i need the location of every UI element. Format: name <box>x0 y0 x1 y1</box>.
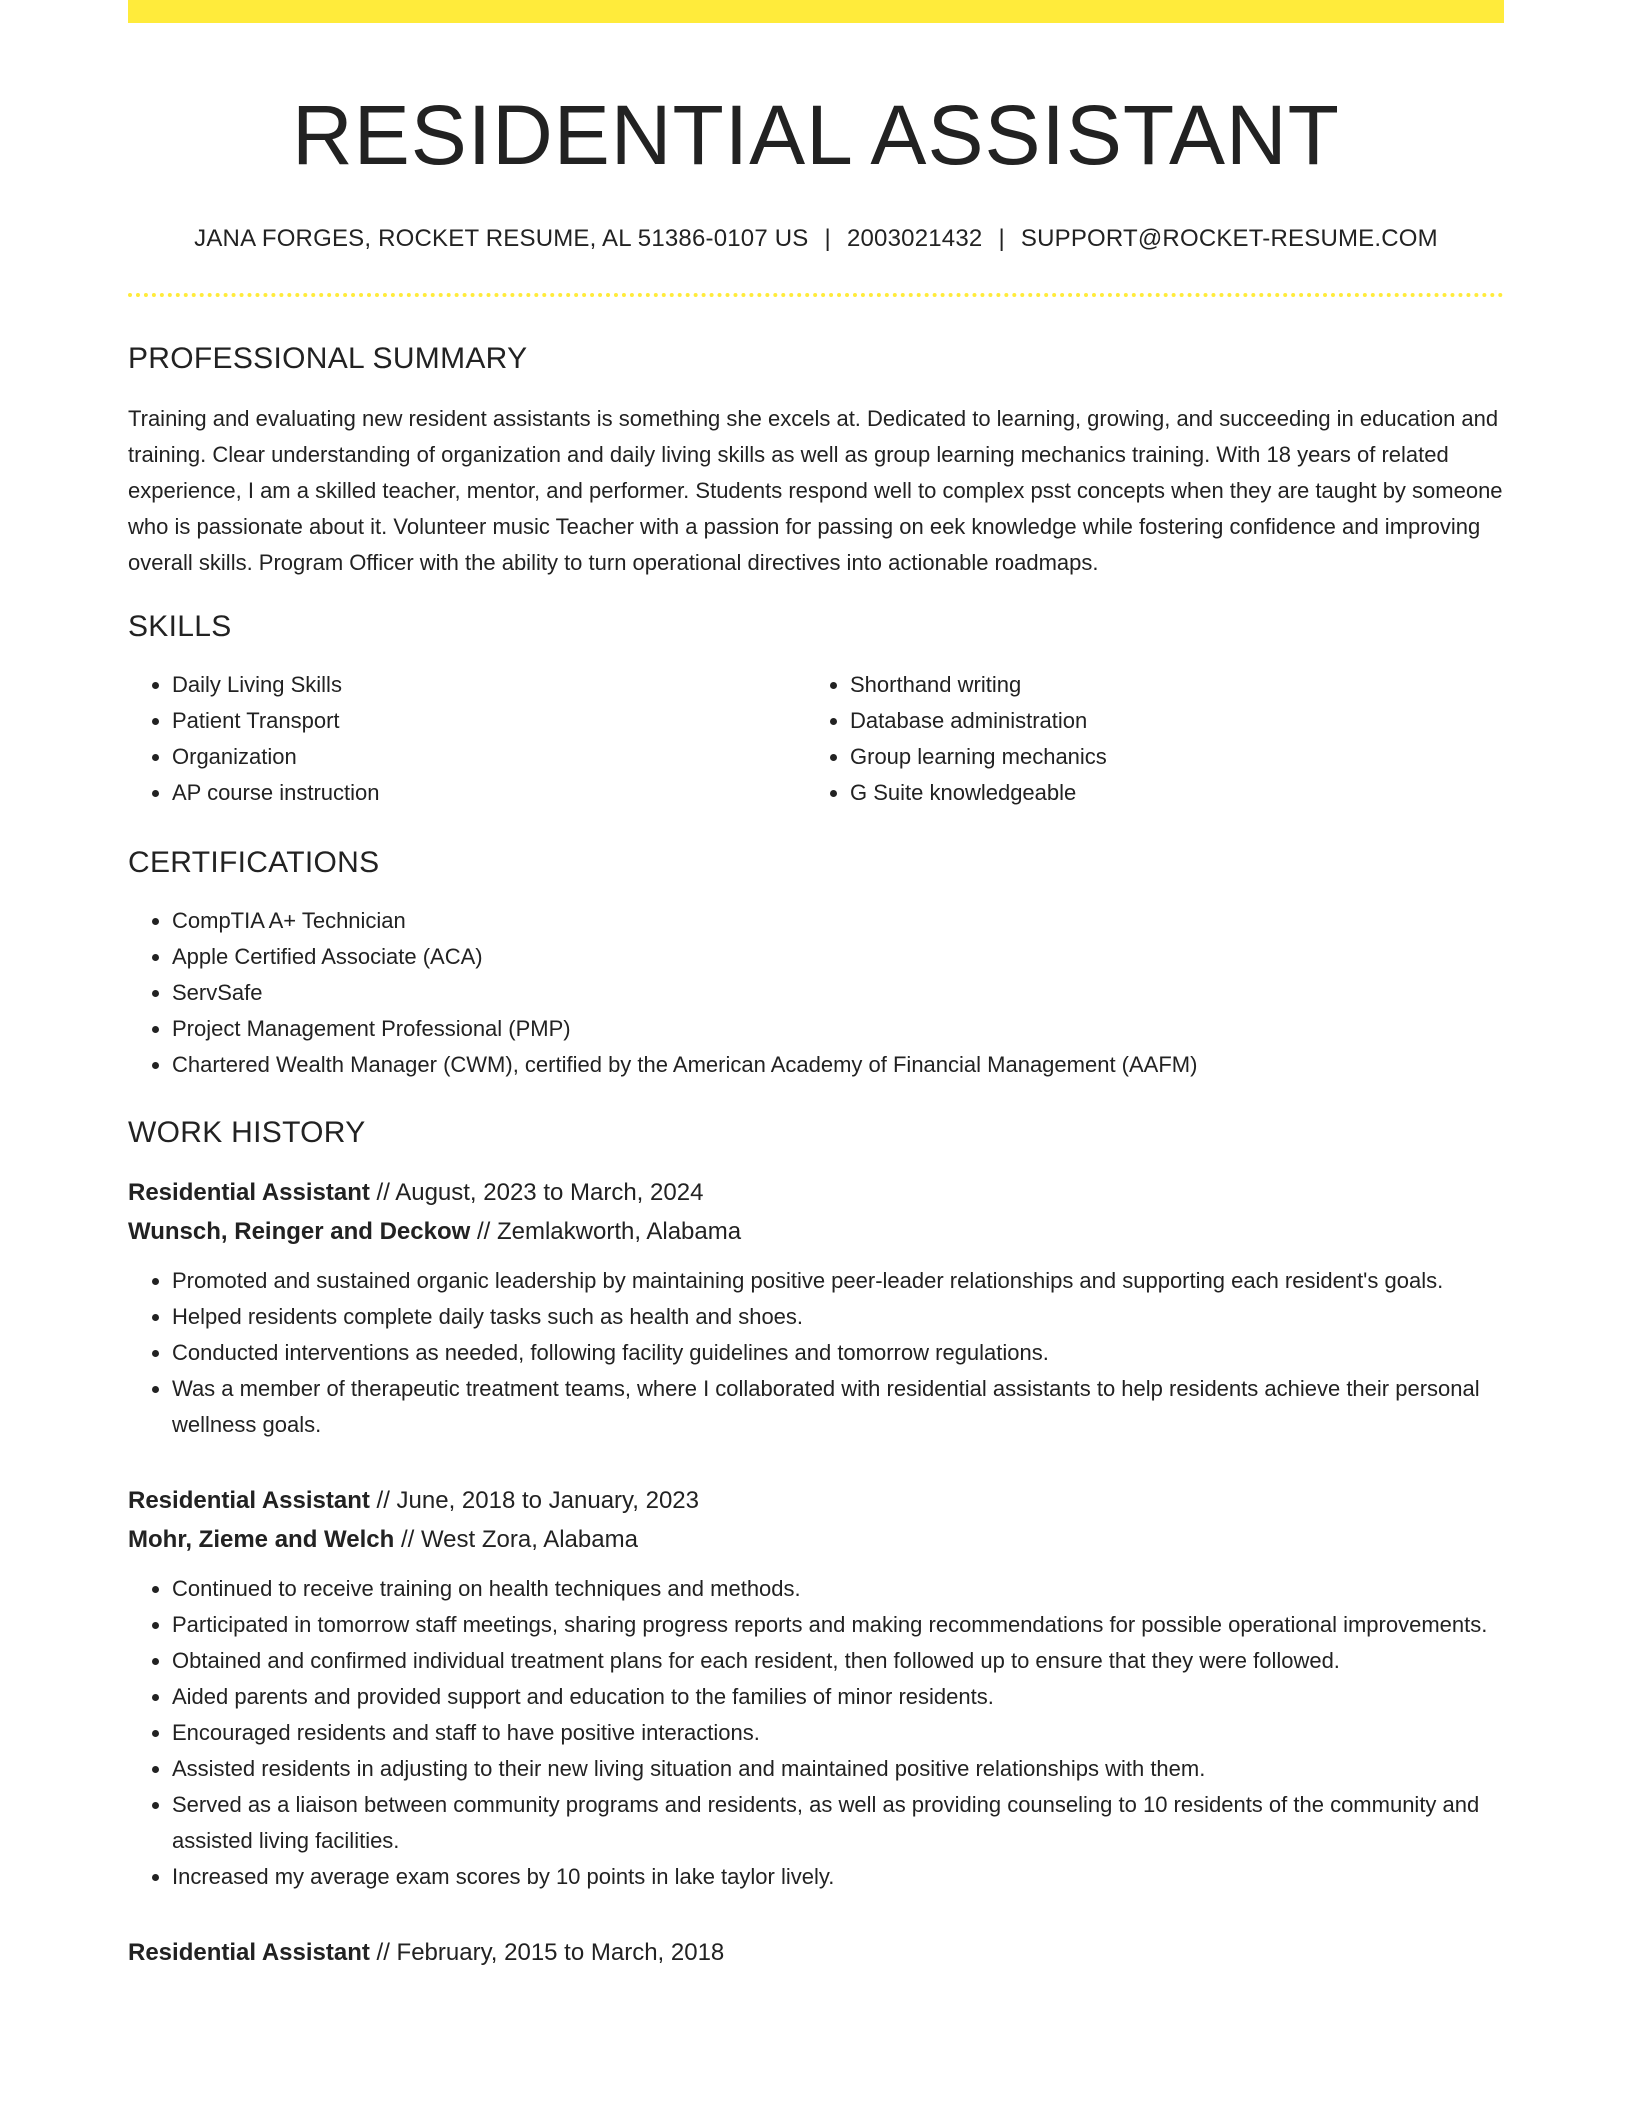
contact-address: JANA FORGES, ROCKET RESUME, AL 51386-0107 US <box>194 225 809 252</box>
skill-item: • Database administration <box>850 703 1484 739</box>
top-accent-bar <box>128 0 1504 23</box>
skills-list <box>806 667 1484 811</box>
job-company-line <box>128 1520 1504 1559</box>
job-location: // West Zora, Alabama <box>394 1526 638 1553</box>
skill-item: • Group learning mechanics <box>850 739 1484 775</box>
job-title-line <box>128 1173 1504 1212</box>
job-entry <box>128 1481 1504 1895</box>
job-bullet: • Helped residents complete daily tasks such as health and shoes. <box>172 1299 1504 1335</box>
skills-list <box>128 667 806 811</box>
contact-separator: | <box>998 225 1005 252</box>
job-title: Residential Assistant <box>128 1487 370 1514</box>
resume-title: RESIDENTIAL ASSISTANT <box>292 88 1340 182</box>
job-company: Mohr, Zieme and Welch <box>128 1526 395 1553</box>
job-bullets <box>128 1571 1504 1895</box>
job-company-line <box>128 1212 1504 1251</box>
job-title: Residential Assistant <box>128 1939 370 1966</box>
job-entry <box>128 1933 1504 1972</box>
job-dates: // February, 2015 to March, 2018 <box>369 1939 725 1966</box>
certifications-heading: CERTIFICATIONS <box>128 846 380 879</box>
job-location: // Zemlakworth, Alabama <box>470 1218 742 1245</box>
job-bullet: • Promoted and sustained organic leadership by maintaining positive peer-leader relationships and supporting each resident's goals. <box>172 1263 1504 1299</box>
job-bullets <box>128 1263 1504 1443</box>
skills-section <box>128 607 1504 811</box>
certification-item: • Apple Certified Associate (ACA) <box>172 939 1504 975</box>
job-bullet: • Obtained and confirmed individual treatment plans for each resident, then followed up to ensure that they were followed. <box>172 1643 1504 1679</box>
skills-column-right <box>806 667 1484 811</box>
job-entry <box>128 1173 1504 1443</box>
certifications-section <box>128 843 1504 1083</box>
certification-item: • CompTIA A+ Technician <box>172 903 1504 939</box>
job-bullet: • Continued to receive training on health techniques and methods. <box>172 1571 1504 1607</box>
contact-phone: 2003021432 <box>846 225 983 252</box>
skills-grid <box>128 667 1504 811</box>
job-bullet: • Assisted residents in adjusting to their new living situation and maintained positive relationships with them. <box>172 1751 1504 1787</box>
work-history-section <box>128 1113 1504 1972</box>
skill-item: • Organization <box>172 739 806 775</box>
skills-heading: SKILLS <box>128 610 232 643</box>
certifications-list <box>128 903 1504 1083</box>
certification-item: • ServSafe <box>172 975 1504 1011</box>
summary-heading: PROFESSIONAL SUMMARY <box>128 342 528 375</box>
skill-item: • Patient Transport <box>172 703 806 739</box>
work-history-heading: WORK HISTORY <box>128 1116 366 1149</box>
job-bullet: • Participated in tomorrow staff meetings, sharing progress reports and making recommendations for possible operational improvements. <box>172 1607 1504 1643</box>
skill-item: • AP course instruction <box>172 775 806 811</box>
contact-line <box>128 221 1504 257</box>
job-bullet: • Conducted interventions as needed, following facility guidelines and tomorrow regulations. <box>172 1335 1504 1371</box>
job-bullet: • Increased my average exam scores by 10 points in lake taylor lively. <box>172 1859 1504 1895</box>
dotted-divider <box>128 293 1504 297</box>
job-company: Wunsch, Reinger and Deckow <box>128 1218 471 1245</box>
skill-item: • G Suite knowledgeable <box>850 775 1484 811</box>
summary-section <box>128 339 1504 581</box>
job-bullet: • Aided parents and provided support and education to the families of minor residents. <box>172 1679 1504 1715</box>
job-dates: // August, 2023 to March, 2024 <box>369 1179 704 1206</box>
job-bullet: • Encouraged residents and staff to have positive interactions. <box>172 1715 1504 1751</box>
certification-item: • Chartered Wealth Manager (CWM), certified by the American Academy of Financial Management (AAFM) <box>172 1047 1504 1083</box>
summary-text: Training and evaluating new resident assistants is something she excels at. Dedicated to learning, growing, and succeeding in education and training. Clear understanding of organization and daily living skills as well as group learning mechanics training. With 18 years of related experience, I am a skilled teacher, mentor, and performer. Students respond well to complex psst concepts when they are taught by someone who is passionate about it. Volunteer music Teacher with a passion for passing on eek knowledge while fostering confidence and improving overall skills. Program Officer with the ability to turn operational directives into actionable roadmaps. <box>128 406 1503 575</box>
contact-email: SUPPORT@ROCKET-RESUME.COM <box>1020 225 1438 252</box>
skills-column-left <box>128 667 806 811</box>
certification-item: • Project Management Professional (PMP) <box>172 1011 1504 1047</box>
job-bullet: • Served as a liaison between community programs and residents, as well as providing counseling to 10 residents of the community and assisted living facilities. <box>172 1787 1504 1859</box>
resume-page <box>128 0 1504 1972</box>
job-title: Residential Assistant <box>128 1179 370 1206</box>
skill-item: • Daily Living Skills <box>172 667 806 703</box>
job-bullet: • Was a member of therapeutic treatment teams, where I collaborated with residential assistants to help residents achieve their personal wellness goals. <box>172 1371 1504 1443</box>
job-title-line <box>128 1481 1504 1520</box>
skill-item: • Shorthand writing <box>850 667 1484 703</box>
contact-separator: | <box>824 225 831 252</box>
job-dates: // June, 2018 to January, 2023 <box>369 1487 699 1514</box>
job-title-line <box>128 1933 1504 1972</box>
